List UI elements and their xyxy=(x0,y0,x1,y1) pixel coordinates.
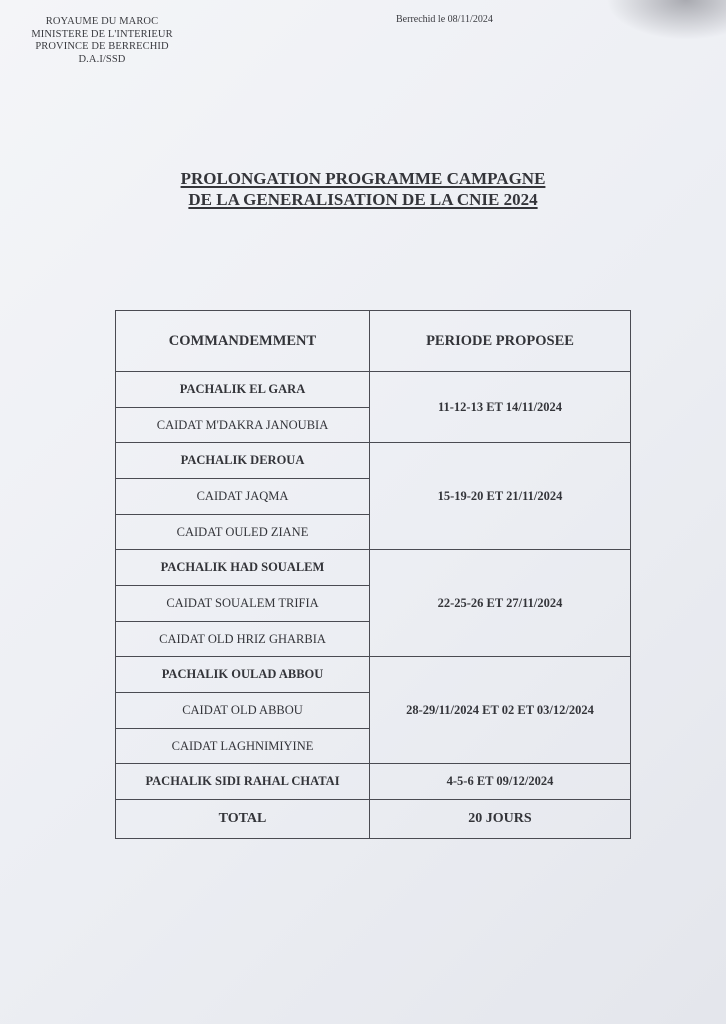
table-row xyxy=(116,657,631,693)
period-cell: 22-25-26 ET 27/11/2024 xyxy=(370,550,631,657)
table-header-row xyxy=(116,311,631,372)
period-cell: 11-12-13 ET 14/11/2024 xyxy=(370,372,631,443)
table-row xyxy=(116,372,631,408)
pachalik-cell: PACHALIK EL GARA xyxy=(116,372,370,408)
total-label: TOTAL xyxy=(116,800,370,839)
document-title xyxy=(0,168,726,210)
page-shadow xyxy=(606,0,726,40)
pachalik-cell: PACHALIK OULAD ABBOU xyxy=(116,657,370,693)
document-date: Berrechid le 08/11/2024 xyxy=(396,14,493,25)
period-cell: 15-19-20 ET 21/11/2024 xyxy=(370,443,631,550)
table-row xyxy=(116,764,631,800)
issuer-line-province: PROVINCE DE BERRECHID xyxy=(35,41,169,52)
caidat-cell: CAIDAT JAQMA xyxy=(116,479,370,515)
total-row xyxy=(116,800,631,839)
period-cell: 4-5-6 ET 09/12/2024 xyxy=(370,764,631,800)
pachalik-cell: PACHALIK SIDI RAHAL CHATAI xyxy=(116,764,370,800)
caidat-cell: CAIDAT SOUALEM TRIFIA xyxy=(116,586,370,622)
caidat-cell: CAIDAT M'DAKRA JANOUBIA xyxy=(116,408,370,443)
issuer-line-kingdom: ROYAUME DU MAROC xyxy=(45,16,159,27)
title-line-2: DE LA GENERALISATION DE LA CNIE 2024 xyxy=(188,190,538,209)
caidat-cell: CAIDAT OULED ZIANE xyxy=(116,515,370,550)
caidat-cell: CAIDAT OLD ABBOU xyxy=(116,693,370,729)
title-line-1: PROLONGATION PROGRAMME CAMPAGNE xyxy=(180,169,546,188)
header-commandement: COMMANDEMMENT xyxy=(116,311,370,372)
caidat-cell: CAIDAT OLD HRIZ GHARBIA xyxy=(116,622,370,657)
period-cell: 28-29/11/2024 ET 02 ET 03/12/2024 xyxy=(370,657,631,764)
table-row xyxy=(116,443,631,479)
header-periode: PERIODE PROPOSEE xyxy=(370,311,631,372)
pachalik-cell: PACHALIK HAD SOUALEM xyxy=(116,550,370,586)
caidat-cell: CAIDAT LAGHNIMIYINE xyxy=(116,729,370,764)
issuer-header xyxy=(22,16,182,66)
schedule-table xyxy=(115,310,631,839)
table-row xyxy=(116,550,631,586)
pachalik-cell: PACHALIK DEROUA xyxy=(116,443,370,479)
issuer-line-division: D.A.I/SSD xyxy=(78,53,126,65)
issuer-line-ministry: MINISTERE DE L'INTERIEUR xyxy=(31,28,173,40)
total-value: 20 JOURS xyxy=(370,800,631,839)
